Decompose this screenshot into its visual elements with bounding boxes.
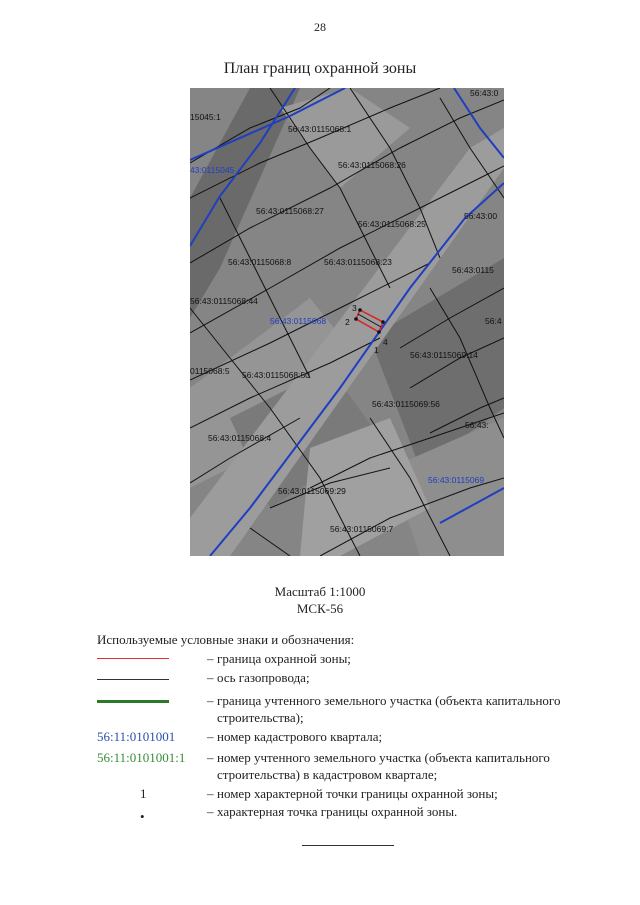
point-label-2: 2	[345, 317, 350, 327]
map-caption	[0, 583, 640, 617]
parcel-label: 56:43:0115068:26	[338, 160, 406, 170]
parcel-label: 56:43:0115068:44	[190, 296, 258, 306]
parcel-label: 56:43:0115069:14	[410, 350, 478, 360]
parcel-label: 56:43:0115068:25	[358, 219, 426, 229]
quarter-label: 56:43:0115068	[270, 316, 327, 326]
parcel-number-symbol: 56:11:0101001:1	[97, 750, 186, 765]
parcel-label: 56:43:0115069:7	[330, 524, 394, 534]
parcel-label: 56:43:0115068:50	[242, 370, 310, 380]
quarter-number-symbol: 56:11:0101001	[97, 729, 176, 744]
parcel-label: 56:43:0115	[452, 265, 494, 275]
quarter-label: 56:43:0115069	[428, 475, 485, 485]
parcel-label: 56:43:0115068:1	[288, 124, 352, 134]
legend-heading: Используемые условные знаки и обозначения:	[97, 632, 355, 647]
point-label-1: 1	[374, 345, 379, 355]
parcel-label: 56:43:	[465, 420, 489, 430]
quarter-label: 43:0115045	[190, 165, 235, 175]
point-label-3: 3	[352, 303, 357, 313]
parcel-label: 56:4	[485, 316, 502, 326]
parcel-label: 56:43:0	[470, 88, 499, 98]
parcel-label: 56:43:0115068:4	[208, 433, 272, 443]
point-number-symbol: 1	[140, 786, 147, 801]
page-number: 28	[314, 20, 326, 34]
point-label-4: 4	[383, 337, 388, 347]
red-line-symbol	[97, 658, 169, 659]
scale-text: Масштаб 1:1000	[274, 584, 366, 599]
parcel-label: 56:43:0115068:27	[256, 206, 324, 216]
parcel-label: 56:43:0115068:23	[324, 257, 392, 267]
green-line-symbol	[97, 700, 169, 703]
parcel-label: 0115068:5	[190, 366, 230, 376]
point-dot-symbol: •	[140, 809, 145, 824]
parcel-label: 56:43:0115069:29	[278, 486, 346, 496]
footer-divider	[302, 845, 394, 846]
crs-text: МСК-56	[296, 601, 344, 616]
parcel-label: 15045:1	[190, 112, 221, 122]
black-line-symbol	[97, 679, 169, 680]
parcel-label: 56:43:0115068:8	[228, 257, 292, 267]
parcel-label: 56:43:00	[464, 211, 498, 221]
page-title: План границ охранной зоны	[223, 60, 417, 77]
parcel-label: 56:43:0115069:56	[372, 399, 440, 409]
cadastral-map	[190, 88, 504, 556]
